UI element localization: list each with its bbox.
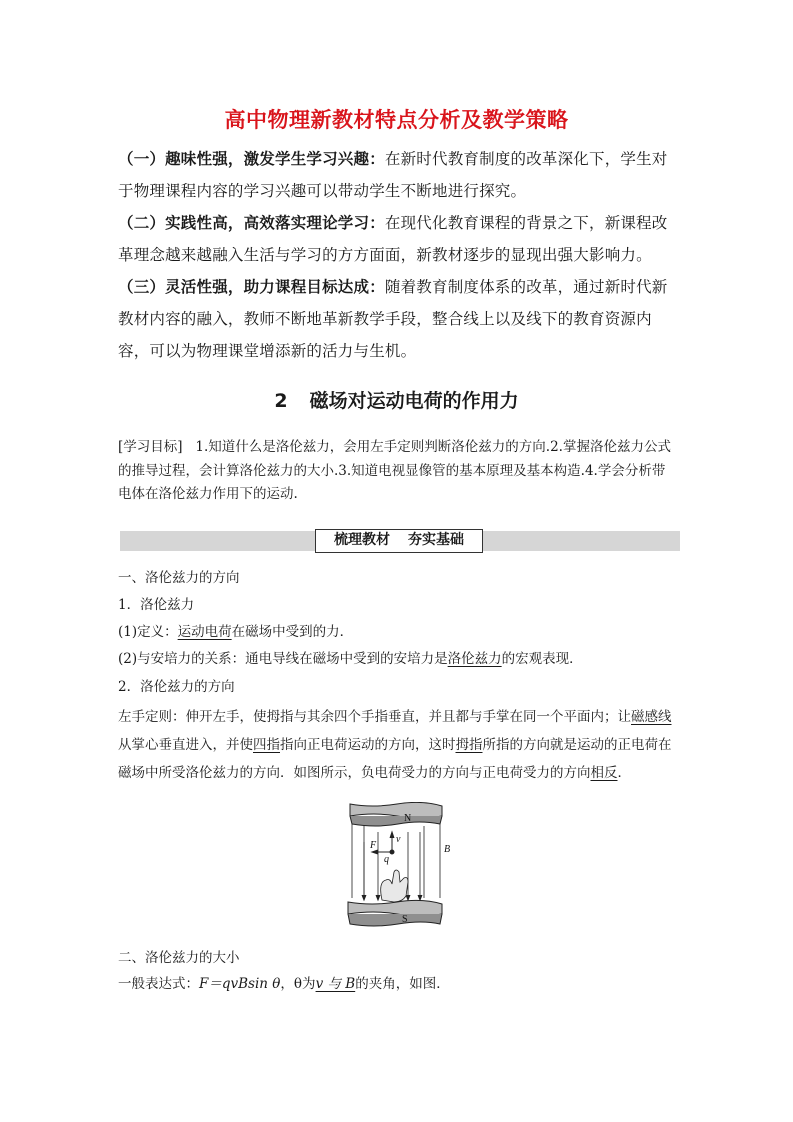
- south-pole-face: [348, 914, 442, 926]
- arrowhead: [362, 895, 366, 900]
- relation-line: [118, 647, 683, 671]
- expr-suffix: 的夹角，如图．: [355, 976, 450, 992]
- north-pole-face: [350, 816, 442, 826]
- definition-line: [118, 620, 683, 644]
- feature-paragraph-1: [118, 143, 678, 207]
- expr-blank: v 与 B: [315, 976, 356, 992]
- force-label: F: [370, 840, 377, 851]
- rel-blank: 洛伦兹力: [447, 651, 502, 667]
- left-hand-rule: [118, 703, 683, 787]
- feature-paragraph-2: [118, 207, 678, 271]
- rel-suffix: 的宏观表现．: [501, 651, 583, 667]
- expr-prefix: 一般表达式：: [118, 976, 199, 992]
- arrowhead: [376, 895, 380, 900]
- charge-dot: [390, 850, 394, 854]
- rule-blank-thumb: 拇指: [455, 737, 483, 753]
- rule-text: 所指的方向就是运动的正电荷在磁场中所受洛伦兹力的方向．如图所示，负电荷受力的方向与正电荷受力的方向: [118, 737, 672, 781]
- def-prefix: (1)定义：: [118, 624, 178, 640]
- goals-label: [学习目标]: [118, 439, 183, 455]
- left-hand-rule-figure: [342, 802, 452, 932]
- def-blank: 运动电荷: [177, 624, 232, 640]
- velocity-label: v: [396, 834, 401, 845]
- feature-text: 随着教育制度体系的改革，通过新时代新教材内容的融入，教师不断地革新教学手段，整合线上以及线下的教育资源内容，可以为物理课堂增添新的活力与生机。: [118, 278, 668, 360]
- field-label: B: [444, 844, 451, 855]
- south-pole-top: [348, 900, 442, 916]
- rule-blank-field-lines: 磁感线: [631, 709, 672, 725]
- left-hand-shape: [381, 870, 408, 902]
- rule-blank-opposite: 相反: [590, 765, 618, 781]
- arrowhead: [418, 895, 422, 900]
- part1-sub1: 1．洛伦兹力: [118, 597, 195, 613]
- part1-sub2: 2．洛伦兹力的方向: [118, 679, 235, 695]
- part1-heading: 一、洛伦兹力的方向: [118, 570, 240, 586]
- expr-mid: ，θ为: [280, 976, 316, 992]
- rule-blank-fingers: 四指: [253, 737, 280, 753]
- main-title: 高中物理新教材特点分析及教学策略: [224, 108, 569, 132]
- velocity-arrowhead: [390, 832, 394, 838]
- expression-line: [118, 972, 683, 996]
- learning-goals: [118, 436, 678, 507]
- section-title: [0, 386, 793, 413]
- north-pole-top: [350, 802, 442, 818]
- rule-text: 指向正电荷运动的方向，这时: [280, 737, 456, 753]
- charge-label: q: [384, 854, 389, 865]
- feature-heading: （三）灵活性强，助力课程目标达成：: [118, 278, 385, 296]
- goals-text: 1.知道什么是洛伦兹力，会用左手定则判断洛伦兹力的方向.2.掌握洛伦兹力公式的推导过程，会计算洛伦兹力的大小.3.知道电视显像管的基本原理及基本构造.4.学会分析带电体在洛伦兹力作用下的运动.: [118, 439, 671, 502]
- section-number: 2: [274, 390, 288, 412]
- feature-text: 在新时代教育制度的改革深化下，学生对于物理课程内容的学习兴趣可以带动学生不断地进行探究。: [118, 150, 668, 200]
- feature-heading: （二）实践性高，高效落实理论学习：: [118, 214, 385, 232]
- def-suffix: 在磁场中受到的力．: [231, 624, 354, 640]
- rule-text: ．: [617, 765, 631, 781]
- part2-heading: 二、洛伦兹力的大小: [118, 950, 240, 966]
- arrowhead: [406, 895, 410, 900]
- feature-paragraph-3: [118, 271, 678, 367]
- section-banner-label: [315, 529, 483, 553]
- feature-heading: （一）趣味性强，激发学生学习兴趣：: [118, 150, 385, 168]
- north-label: N: [404, 813, 412, 824]
- banner-left: 梳理教材: [334, 532, 390, 548]
- banner-right: 夯实基础: [408, 532, 464, 548]
- formula: F＝qvBsin θ: [199, 976, 281, 992]
- rule-text: 左手定则：伸开左手，使拇指与其余四个手指垂直，并且都与手掌在同一个平面内；让: [118, 709, 631, 725]
- feature-text: 在现代化教育课程的背景之下，新课程改革理念越来越融入生活与学习的方方面面，新教材逐步的显现出强大影响力。: [118, 214, 668, 264]
- section-title-text: 磁场对运动电荷的作用力: [309, 390, 519, 412]
- south-label: S: [402, 914, 408, 925]
- rel-prefix: (2)与安培力的关系：通电导线在磁场中受到的安培力是: [118, 651, 448, 667]
- rule-text: 从掌心垂直进入，并使: [118, 737, 253, 753]
